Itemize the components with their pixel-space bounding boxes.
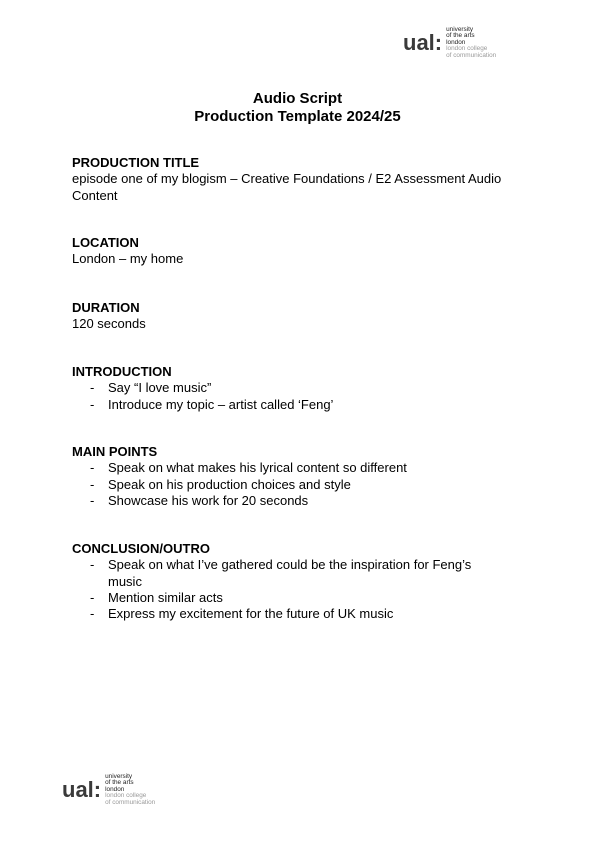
bullet-dash: - bbox=[90, 460, 95, 476]
bullet-dash: - bbox=[90, 589, 95, 605]
logo-line-of-the-arts: of the arts bbox=[105, 779, 134, 787]
list-item bbox=[72, 590, 498, 606]
list-item-text: Showcase his work for 20 seconds bbox=[108, 492, 309, 508]
section-text: London – my home bbox=[72, 251, 184, 267]
list-item-text: Speak on what I’ve gathered could be the inspiration for Feng’s music bbox=[108, 557, 472, 589]
list-item bbox=[72, 606, 498, 622]
section-conclusion bbox=[72, 541, 498, 622]
logo-line-college: london college bbox=[446, 45, 488, 53]
section-duration bbox=[72, 300, 146, 333]
logo-line-college: london college bbox=[105, 792, 147, 800]
logo-line-of-the-arts: of the arts bbox=[446, 32, 475, 40]
section-heading: LOCATION bbox=[72, 235, 139, 250]
bullet-list bbox=[72, 460, 407, 509]
bullet-dash: - bbox=[90, 606, 95, 622]
list-item bbox=[72, 380, 333, 396]
logo-line-university: university bbox=[446, 26, 474, 33]
list-item bbox=[72, 397, 333, 413]
list-item-text: Introduce my topic – artist called ‘Feng’ bbox=[108, 396, 334, 412]
logo-line-london: london bbox=[446, 38, 466, 46]
section-introduction bbox=[72, 364, 333, 413]
section-heading: MAIN POINTS bbox=[72, 444, 158, 459]
logo-line-communication: of communication bbox=[105, 798, 156, 806]
list-item bbox=[72, 477, 407, 493]
document-title bbox=[0, 90, 595, 126]
bullet-dash: - bbox=[90, 476, 95, 492]
bullet-dash: - bbox=[90, 557, 95, 573]
logo-line-university: university bbox=[105, 773, 133, 780]
ual-logo-text bbox=[105, 774, 155, 806]
list-item-text: Say “I love music” bbox=[108, 380, 212, 396]
list-item bbox=[72, 557, 498, 590]
list-item-text: Express my excitement for the future of UK music bbox=[108, 606, 394, 622]
section-text: 120 seconds bbox=[72, 316, 146, 332]
title-line-1: Audio Script bbox=[252, 90, 343, 107]
section-heading: CONCLUSION/OUTRO bbox=[72, 541, 210, 556]
section-heading: INTRODUCTION bbox=[72, 364, 172, 379]
list-item bbox=[72, 460, 407, 476]
title-line-2: Production Template 2024/25 bbox=[194, 108, 401, 125]
section-heading: DURATION bbox=[72, 300, 140, 315]
logo-line-communication: of communication bbox=[446, 51, 497, 59]
ual-logo-footer bbox=[62, 774, 155, 806]
list-item-text: Speak on his production choices and style bbox=[108, 476, 351, 492]
bullet-dash: - bbox=[90, 396, 95, 412]
bullet-list bbox=[72, 380, 333, 413]
bullet-dash: - bbox=[90, 492, 95, 508]
list-item-text: Mention similar acts bbox=[108, 589, 223, 605]
section-production-title bbox=[72, 155, 522, 204]
section-location bbox=[72, 235, 183, 268]
section-heading: PRODUCTION TITLE bbox=[72, 155, 200, 170]
ual-logo-mark: ual: bbox=[403, 30, 443, 56]
bullet-dash: - bbox=[90, 380, 95, 396]
bullet-list bbox=[72, 557, 498, 622]
logo-line-london: london bbox=[105, 785, 125, 793]
section-main-points bbox=[72, 444, 407, 509]
ual-logo-header bbox=[403, 27, 496, 59]
section-text: episode one of my blogism – Creative Foundations / E2 Assessment Audio Content bbox=[72, 171, 502, 203]
ual-logo-text bbox=[446, 27, 496, 59]
ual-logo-mark: ual: bbox=[62, 777, 102, 803]
list-item-text: Speak on what makes his lyrical content so different bbox=[108, 460, 407, 476]
list-item bbox=[72, 493, 407, 509]
